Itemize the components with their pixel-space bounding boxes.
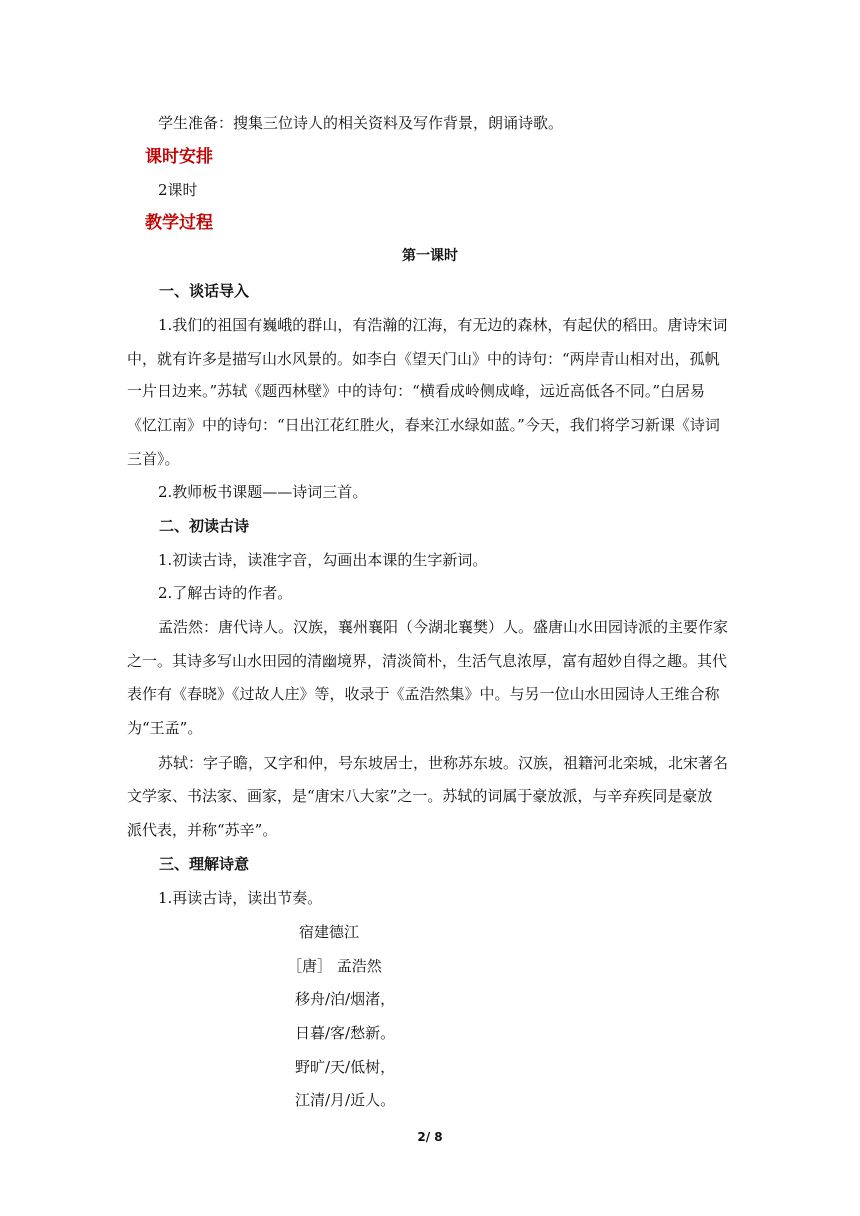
poem-line: 移舟/泊/烟渚， xyxy=(295,990,396,1008)
process-heading: 教学过程 xyxy=(145,213,213,233)
section1-p1-line: 《忆江南》中的诗句：“日出江花红胜火，春来江水绿如蓝。”今天，我们将学习新课《诗词 xyxy=(127,416,720,434)
meng-bio-line: 为“王孟”。 xyxy=(127,719,203,737)
lesson-title: 第一课时 xyxy=(402,248,458,264)
section1-p1-line: 1.我们的祖国有巍峨的群山，有浩瀚的江海，有无边的森林，有起伏的稻田。唐诗宋词 xyxy=(158,316,728,334)
meng-bio-line: 之一。其诗多写山水田园的清幽境界，清淡简朴，生活气息浓厚，富有超妙自得之趣。其代 xyxy=(127,652,728,670)
section3-p1: 1.再读古诗，读出节奏。 xyxy=(158,889,323,907)
section2-p1: 1.初读古诗，读准字音，勾画出本课的生字新词。 xyxy=(158,551,488,569)
section1-p2: 2.教师板书课题——诗词三首。 xyxy=(158,483,368,501)
section1-p1-line: 中，就有许多是描写山水风景的。如李白《望天门山》中的诗句：“两岸青山相对出，孤帆 xyxy=(127,350,720,368)
meng-bio-line: 孟浩然：唐代诗人。汉族，襄州襄阳（今湖北襄樊）人。盛唐山水田园诗派的主要作家 xyxy=(158,618,729,636)
su-bio-line: 文学家、书法家、画家，是“唐宋八大家”之一。苏轼的词属于豪放派，与辛弃疾同是豪放 xyxy=(127,787,713,805)
su-bio-line: 苏轼：字子瞻，又字和仲，号东坡居士，世称苏东坡。汉族，祖籍河北栾城，北宋著名 xyxy=(158,754,729,772)
poem-line: 野旷/天/低树， xyxy=(295,1058,396,1076)
meng-bio-line: 表作有《春晓》《过故人庄》等，收录于《孟浩然集》中。与另一位山水田园诗人王维合称 xyxy=(127,685,720,703)
poem-line: 日暮/客/愁新。 xyxy=(295,1024,396,1042)
section1-p1-line: 一片日边来。”苏轼《题西林壁》中的诗句：“横看成岭侧成峰，远近高低各不同。”白居易 xyxy=(127,382,706,400)
schedule-value: 2课时 xyxy=(158,181,198,199)
poem-line: 江清/月/近人。 xyxy=(295,1091,396,1109)
schedule-heading: 课时安排 xyxy=(145,147,213,167)
section1-p1-line: 三首》。 xyxy=(127,450,180,468)
section2-p2: 2.了解古诗的作者。 xyxy=(158,584,293,602)
poem-author: ［唐］ 孟浩然 xyxy=(287,957,382,975)
section3-title: 三、理解诗意 xyxy=(159,855,250,873)
poem-title: 宿建德江 xyxy=(299,923,360,941)
su-bio-line: 派代表，并称“苏辛”。 xyxy=(127,821,278,839)
prep-line: 学生准备：搜集三位诗人的相关资料及写作背景，朗诵诗歌。 xyxy=(158,114,564,132)
section2-title: 二、初读古诗 xyxy=(159,517,250,535)
page-number: 2/ 8 xyxy=(417,1130,443,1144)
section1-title: 一、谈话导入 xyxy=(159,282,250,300)
